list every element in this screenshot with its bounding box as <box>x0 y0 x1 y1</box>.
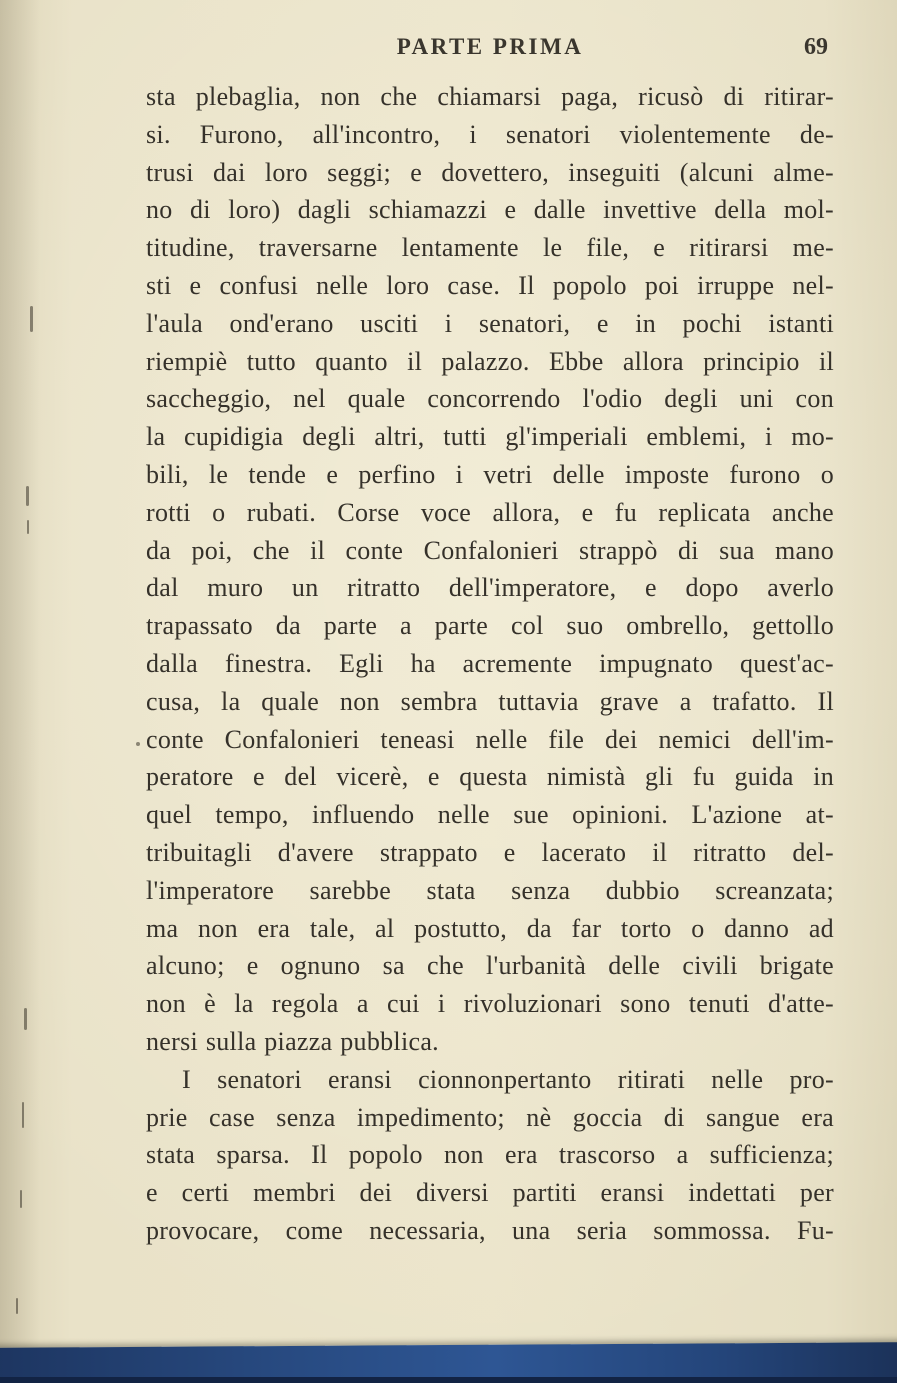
scan-artifact <box>16 1298 18 1314</box>
scan-artifact <box>26 486 29 506</box>
text-line: quel tempo, influendo nelle sue opinioni. L'azione at- <box>146 800 834 830</box>
scan-artifact <box>27 520 29 534</box>
text-line: peratore e del vicerè, e questa nimistà gli fu guida in <box>146 762 834 792</box>
text-line: trapassato da parte a parte col suo ombrello, gettollo <box>146 611 834 641</box>
text-line: non è la regola a cui i rivoluzionari sono tenuti d'atte- <box>146 989 834 1019</box>
text-line: prie case senza impedimento; nè goccia di sangue era <box>146 1102 834 1132</box>
page-header <box>146 34 834 68</box>
text-line: da poi, che il conte Confalonieri strappò di sua mano <box>146 535 834 565</box>
text-line: conte Confalonieri teneasi nelle file dei nemici dell'im- <box>146 724 834 754</box>
text-line: titudine, traversarne lentamente le file, e ritirarsi me- <box>146 233 834 263</box>
text-line: saccheggio, nel quale concorrendo l'odio degli uni con <box>146 384 834 414</box>
text-line: nersi sulla piazza pubblica. <box>146 1026 439 1056</box>
paragraph <box>146 78 834 1061</box>
scan-artifact <box>22 1102 24 1128</box>
text-line: alcuno; e ognuno sa che l'urbanità delle civili brigate <box>146 951 834 981</box>
text-line: stata sparsa. Il popolo non era trascorso a sufficienza; <box>146 1140 834 1170</box>
text-line: cusa, la quale non sembra tuttavia grave a trafatto. Il <box>146 686 834 716</box>
text-line: sti e confusi nelle loro case. Il popolo poi irruppe nel- <box>146 270 834 300</box>
scan-artifact <box>136 742 140 746</box>
body-text <box>146 78 834 1250</box>
paragraph <box>146 1061 834 1250</box>
text-line: si. Furono, all'incontro, i senatori violentemente de- <box>146 119 834 149</box>
text-line: riempiè tutto quanto il palazzo. Ebbe allora principio il <box>146 346 834 376</box>
running-title: PARTE PRIMA <box>396 34 584 59</box>
text-line: bili, le tende e perfino i vetri delle imposte furono o <box>146 459 834 489</box>
text-line: trusi dai loro seggi; e dovettero, inseguiti (alcuni alme- <box>146 157 834 187</box>
book-binding-edge <box>0 1377 897 1383</box>
text-line: e certi membri dei diversi partiti eransi indettati per <box>146 1178 834 1208</box>
text-line: provocare, come necessaria, una seria sommossa. Fu- <box>146 1215 834 1245</box>
text-line: l'imperatore sarebbe stata senza dubbio screanzata; <box>146 875 834 905</box>
text-line: l'aula ond'erano usciti i senatori, e in pochi istanti <box>146 308 834 338</box>
page-number: 69 <box>804 34 828 60</box>
text-line: la cupidigia degli altri, tutti gl'imperiali emblemi, i mo- <box>146 422 834 452</box>
page-content <box>146 34 834 1250</box>
text-line: ma non era tale, al postutto, da far torto o danno ad <box>146 913 834 943</box>
gutter-shadow <box>0 0 40 1383</box>
text-line: sta plebaglia, non che chiamarsi paga, ricusò di ritirar- <box>146 82 834 111</box>
scan-artifact <box>30 306 33 332</box>
text-line: tribuitagli d'avere strappato e lacerato il ritratto del- <box>146 837 834 867</box>
scan-artifact <box>24 1008 27 1030</box>
text-line: I senatori eransi cionnonpertanto ritirati nelle pro- <box>182 1064 834 1094</box>
text-line: dalla finestra. Egli ha acremente impugnato quest'ac- <box>146 648 834 678</box>
scan-artifact <box>20 1190 22 1208</box>
text-line: rotti o rubati. Corse voce allora, e fu replicata anche <box>146 497 834 527</box>
text-line: no di loro) dagli schiamazzi e dalle invettive della mol- <box>146 195 834 225</box>
text-line: dal muro un ritratto dell'imperatore, e dopo averlo <box>146 573 834 603</box>
